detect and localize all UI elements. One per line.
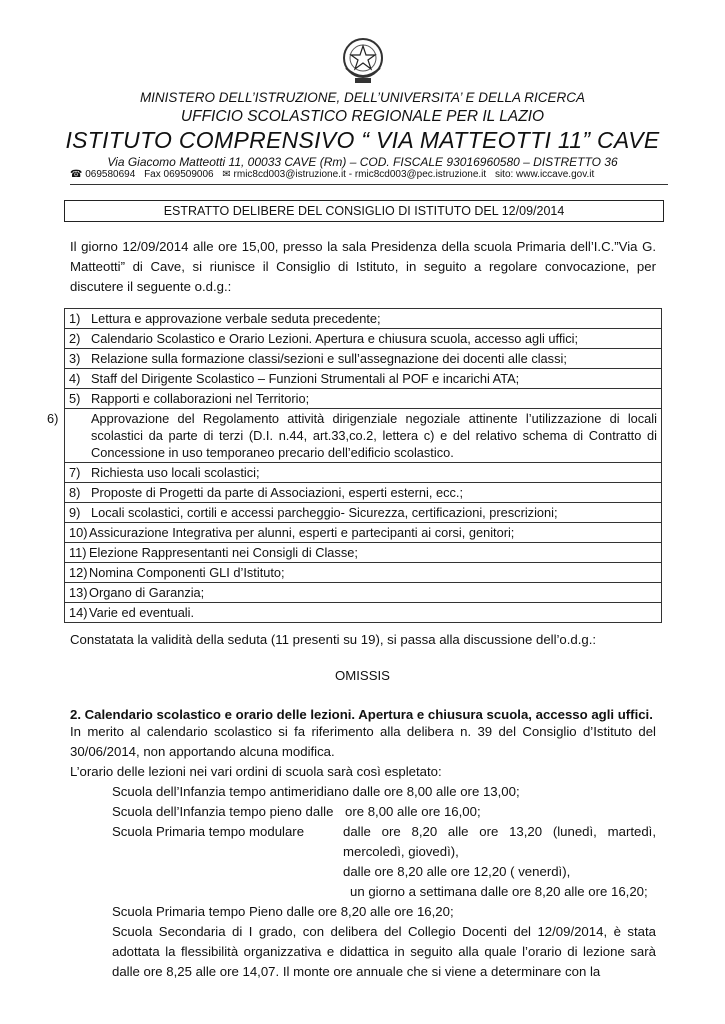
infanzia-pieno-hours: ore 8,00 alle ore 16,00; <box>345 804 481 819</box>
agenda-item-text: Locali scolastici, cortili e accessi parcheggio- Sicurezza, certificazioni, prescrizioni; <box>91 505 558 520</box>
agenda-item <box>65 603 662 623</box>
phone-number: ☎ 069580694 <box>70 169 136 180</box>
agenda-item <box>65 409 662 463</box>
agenda-item <box>65 563 662 583</box>
agenda-item-number: 5) <box>69 391 81 406</box>
agenda-item-number: 1) <box>69 311 81 326</box>
agenda-item-text: Approvazione del Regolamento attività dirigenziale negoziale attinente l’utilizzazione di locali scolastici da parte di terzi (D.I. n.44, art.33,co.2, lettera c) e del relativo schema di Contratto di Concessione in uso temporaneo precario dell’edificio scolastico. <box>91 411 657 460</box>
agenda-item <box>65 523 662 543</box>
primaria-modulare-label: Scuola Primaria tempo modulare <box>112 824 305 839</box>
agenda-item <box>65 483 662 503</box>
agenda-item-text: Varie ed eventuali. <box>89 605 195 620</box>
ministry-heading: MINISTERO DELL’ISTRUZIONE, DELL’UNIVERSITA’ E DELLA RICERCA <box>139 90 586 105</box>
primaria-modulare-hours-3: dalle ore 8,20 alle ore 12,20 ( venerdì), <box>343 864 571 879</box>
agenda-item-text: Lettura e approvazione verbale seduta precedente; <box>91 311 381 326</box>
agenda-item <box>65 369 662 389</box>
primaria-modulare-hours-1: dalle ore 8,20 alle ore 13,20 (lunedì, martedì, <box>343 824 656 839</box>
agenda-item-text: Richiesta uso locali scolastici; <box>91 465 260 480</box>
section-title: 2. Calendario scolastico e orario delle lezioni. Apertura e chiusura scuola, accesso agli uffici. <box>70 707 653 722</box>
agenda-item <box>65 349 662 369</box>
validity-paragraph: Constatata la validità della seduta (11 presenti su 19), si passa alla discussione dell’o.d.g.: <box>70 632 597 647</box>
agenda-table <box>47 308 662 623</box>
agenda-item <box>65 389 662 409</box>
agenda-item-text: Nomina Componenti GLI d’Istituto; <box>89 565 285 580</box>
infanzia-pieno-label: Scuola dell’Infanzia tempo pieno dalle <box>112 804 334 819</box>
email-addresses: ✉ rmic8cd003@istruzione.it - rmic8cd003@pec.istruzione.it <box>222 169 487 180</box>
secondaria-paragraph: Scuola Secondaria di I grado, con delibera del Collegio Docenti del 12/09/2014, è stata adottata la flessibilità organizzativa e didattica in seguito alla quale l’orario di lezione sarà dalle ore 8,25 alle ore 14,07. Il monte ore annuale che si viene a determinare con la <box>112 924 656 979</box>
agenda-item-text: Organo di Garanzia; <box>89 585 205 600</box>
agenda-item-number: 9) <box>69 505 81 520</box>
agenda-item-number: 6) <box>47 411 59 426</box>
agenda-item-number: 2) <box>69 331 81 346</box>
agenda-item-number: 8) <box>69 485 81 500</box>
calendar-paragraph: In merito al calendario scolastico si fa riferimento alla delibera n. 39 del Consiglio d’Istituto del 30/06/2014, non apportando alcuna modifica. <box>70 724 656 759</box>
document-title: ESTRATTO DELIBERE DEL CONSIGLIO DI ISTITUTO DEL 12/09/2014 <box>64 200 664 222</box>
agenda-item-number: 10) <box>69 525 88 540</box>
agenda-item <box>65 329 662 349</box>
agenda-item-text: Rapporti e collaborazioni nel Territorio; <box>91 391 310 406</box>
website: sito: www.iccave.gov.it <box>494 169 595 180</box>
agenda-item-number: 13) <box>69 585 88 600</box>
agenda-item <box>65 463 662 483</box>
agenda-item-number: 12) <box>69 565 88 580</box>
infanzia-antimeridiano: Scuola dell’Infanzia tempo antimeridiano dalle ore 8,00 alle ore 13,00; <box>112 784 520 799</box>
school-name-heading: ISTITUTO COMPRENSIVO “ VIA MATTEOTTI 11” CAVE <box>65 127 660 153</box>
agenda-item-text: Staff del Dirigente Scolastico – Funzioni Strumentali al POF e incarichi ATA; <box>91 371 520 386</box>
regional-office-heading: UFFICIO SCOLASTICO REGIONALE PER IL LAZIO <box>180 108 545 125</box>
primaria-pieno: Scuola Primaria tempo Pieno dalle ore 8,20 alle ore 16,20; <box>112 904 454 919</box>
agenda-item <box>65 583 662 603</box>
agenda-item-number: 3) <box>69 351 81 366</box>
intro-paragraph: Il giorno 12/09/2014 alle ore 15,00, presso la sala Presidenza della scuola Primaria dell’I.C.”Via G. Matteotti” di Cave, si riunisce il Consiglio di Istituto, in seguito a regolare convocazione, per discutere il seguente o.d.g.: <box>70 239 656 294</box>
agenda-item-number: 4) <box>69 371 81 386</box>
agenda-item <box>65 309 662 329</box>
italian-republic-emblem-icon <box>340 34 386 86</box>
header-divider <box>70 184 668 185</box>
section-body <box>70 722 656 782</box>
school-address: Via Giacomo Matteotti 11, 00033 CAVE (Rm) – COD. FISCALE 93016960580 – DISTRETTO 36 <box>107 155 618 169</box>
omissis-label: OMISSIS <box>335 668 390 683</box>
schedule-intro: L’orario delle lezioni nei vari ordini di scuola sarà così espletato: <box>70 764 442 779</box>
agenda-item-text: Calendario Scolastico e Orario Lezioni. Apertura e chiusura scuola, accesso agli uffici; <box>91 331 579 346</box>
agenda-item <box>65 543 662 563</box>
agenda-item <box>65 503 662 523</box>
primaria-modulare-hours-4: un giorno a settimana dalle ore 8,20 alle ore 16,20; <box>350 884 648 899</box>
agenda-item-text: Relazione sulla formazione classi/sezioni e sull’assegnazione dei docenti alle classi; <box>91 351 567 366</box>
contact-line <box>70 169 670 180</box>
primaria-modulare-hours-2: mercoledì, giovedì), <box>343 844 459 859</box>
agenda-item-text: Elezione Rappresentanti nei Consigli di Classe; <box>89 545 358 560</box>
agenda-item-text: Assicurazione Integrativa per alunni, esperti e partecipanti ai corsi, genitori; <box>89 525 515 540</box>
agenda-item-number: 14) <box>69 605 88 620</box>
fax-number: Fax 069509006 <box>144 169 214 180</box>
agenda-item-number: 7) <box>69 465 81 480</box>
agenda-item-text: Proposte di Progetti da parte di Associazioni, esperti esterni, ecc.; <box>91 485 464 500</box>
agenda-item-number: 11) <box>69 545 87 560</box>
